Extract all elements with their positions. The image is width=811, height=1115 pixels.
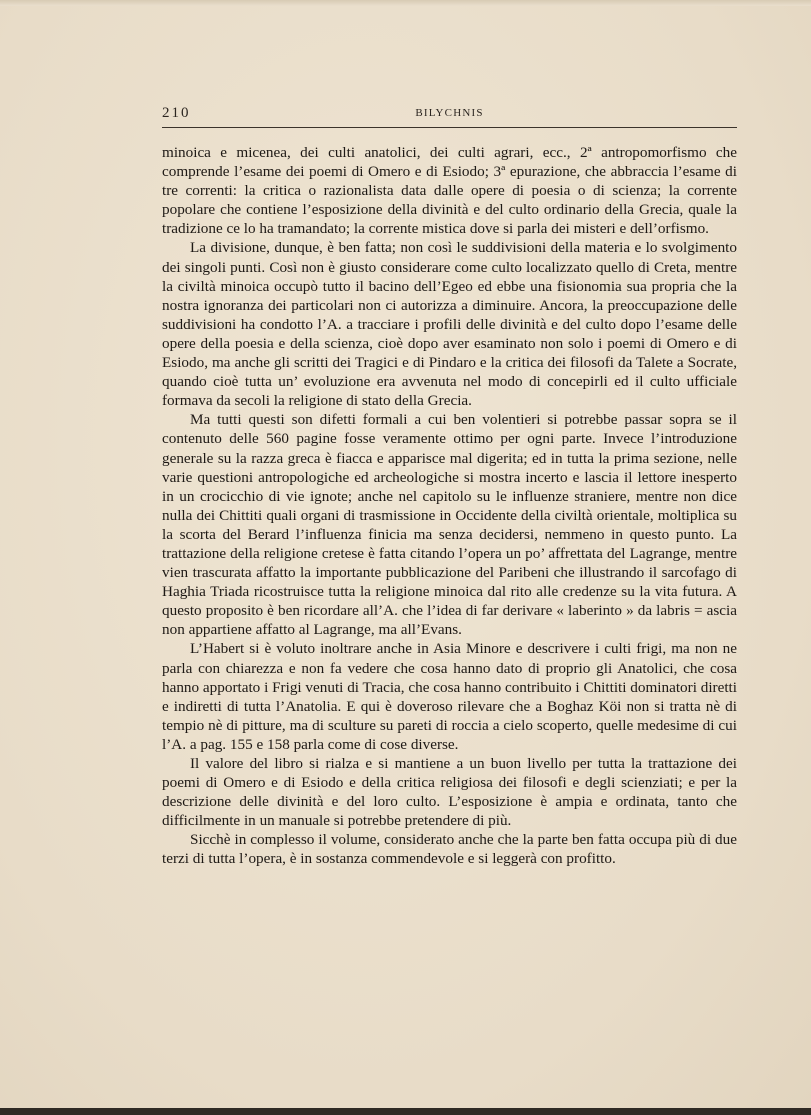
body-text — [162, 143, 737, 869]
header-rule — [162, 127, 737, 128]
paragraph-4: L’Habert si è voluto inoltrare anche in Asia Minore e descrivere i culti frigi, ma non ne parla con chiarezza e non fa vedere che cosa hanno dato di proprio gli Anatolici, che cosa hanno apportato i Frigi venuti di Tracia, che cosa hanno contribuito i Chittiti dominatori diretti e indiretti di tutta l’Anatolia. E qui è doveroso rilevare che a Boghaz Köi non si tratta nè di tempio nè di pitture, ma di sculture su pareti di roccia a cielo scoperto, quelle medesime di cui l’A. a pag. 155 e 158 parla come di cose diverse. — [162, 640, 737, 753]
page-number: 210 — [162, 105, 191, 121]
page-bottom-edge — [0, 1108, 811, 1115]
page-top-edge — [0, 0, 811, 6]
paragraph-3: Ma tutti questi son difetti formali a cui ben volentieri si potrebbe passar sopra se il contenuto delle 560 pagine fosse veramente ottimo per ogni parte. Invece l’introduzione generale su la razza greca è fiacca e apparisce mal digerita; ed in tutta la prima sezione, nelle varie questioni antropologiche ed archeologiche si mostra incerto e lascia il lettore inesperto in un crocicchio di vie ignote; anche nel capitolo su le influenze straniere, mentre non dice nulla dei Chittiti quali organi di trasmissione in Occidente della civiltà orientale, moltiplica su la scorta del Berard l’influenza finicia ma senza decidersi, nemmeno in questo punto. La trattazione della religione cretese è fatta citando l’opera un po’ affrettata del Lagrange, mentre vien trascurata affatto la importante pubblicazione del Paribeni che illustrando il sarcofago di Haghia Triada ricostruisce tutta la religione minoica dal rito alle credenze su la vita futura. A questo proposito è ben ricordare all’A. che l’idea di far derivare « laberinto » da labris = ascia non appartiene affatto al Lagrange, ma all’Evans. — [162, 411, 737, 639]
page-header — [162, 104, 737, 126]
paragraph-5: Il valore del libro si rialza e si mantiene a un buon livello per tutta la trattazione dei poemi di Omero e di Esiodo e della critica religiosa dei filosofi e degli scienziati; e per la descrizione delle divinità e del loro culto. L’esposizione è ampia e ordinata, tanto che difficilmente in un manuale si potrebbe pretendere di più. — [162, 755, 737, 830]
paragraph-6: Sicchè in complesso il volume, considerato anche che la parte ben fatta occupa più di due terzi di tutta l’opera, è in sostanza commendevole e si leggerà con profitto. — [162, 831, 737, 868]
running-title: BILYCHNIS — [415, 107, 484, 119]
paragraph-2: La divisione, dunque, è ben fatta; non così le suddivisioni della materia e lo svolgimento dei singoli punti. Così non è giusto considerare come culto localizzato quello di Creta, mentre la civiltà minoica occupò tutto il bacino dell’Egeo ed ebbe una fisionomia sua propria che la nostra ignoranza dei particolari non ci autorizza a diminuire. Ancora, la preoccupazione delle suddivisioni ha condotto l’A. a tracciare i profili delle divinità e del culto dopo l’esame delle opere della poesia e della scienza, cioè dopo aver esaminato non solo i poemi di Omero e di Esiodo, ma anche gli scritti dei Tragici e di Pindaro e la critica dei filosofi da Talete a Socrate, quando cioè tutta un’ evoluzione era avvenuta nel modo di concepirli ed il culto ufficiale formava da secoli la religione di stato della Grecia. — [162, 239, 737, 410]
paragraph-1: minoica e micenea, dei culti anatolici, dei culti agrari, ecc., 2ª antropomorfismo che comprende l’esame dei poemi di Omero e di Esiodo; 3ª epurazione, che abbraccia l’esame di tre correnti: la critica o razionalista data dalle opere di poesia o di scienza; la corrente popolare che contiene l’esposizione della divinità e del culto ordinario della Grecia, quale la tradizione ce lo ha tramandato; la corrente mistica dove si parla dei misteri e dell’orfismo. — [162, 144, 737, 238]
